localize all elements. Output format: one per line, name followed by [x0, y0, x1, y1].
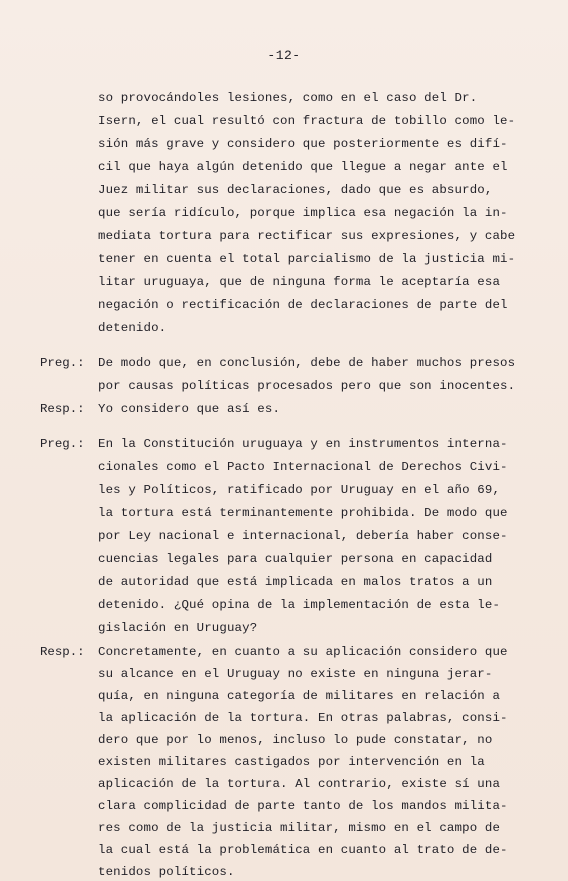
text-line: aplicación de la tortura. Al contrario, existe sí una — [98, 777, 501, 791]
text-line: cil que haya algún detenido que llegue a negar ante el — [98, 160, 508, 174]
text-line: tenidos políticos. — [98, 865, 235, 879]
text-line: clara complicidad de parte tanto de los mandos milita- — [98, 799, 508, 813]
text-line: mediata tortura para rectificar sus expresiones, y cabe — [98, 229, 516, 243]
text-line: detenido. — [98, 321, 167, 335]
text-line: detenido. ¿Qué opina de la implementación de esta le- — [98, 598, 501, 612]
text-line: que sería ridículo, porque implica esa negación la in- — [98, 206, 508, 220]
text-line: existen militares castigados por intervención en la — [98, 755, 485, 769]
text-line: su alcance en el Uruguay no existe en ninguna jerar- — [98, 667, 493, 681]
text-line: por causas políticas procesados pero que son inocentes. — [98, 379, 516, 393]
text-line: En la Constitución uruguaya y en instrumentos interna- — [98, 437, 508, 451]
text-line: Yo considero que así es. — [98, 402, 281, 416]
question-label: Preg.: — [40, 356, 85, 370]
text-line: la aplicación de la tortura. En otras palabras, consi- — [98, 711, 508, 725]
text-line: sión más grave y considero que posteriormente es difí- — [98, 137, 508, 151]
answer-label: Resp.: — [40, 402, 85, 416]
text-line: Concretamente, en cuanto a su aplicación considero que — [98, 645, 508, 659]
text-line: de autoridad que está implicada en malos tratos a un — [98, 575, 493, 589]
text-line: quía, en ninguna categoría de militares en relación a — [98, 689, 501, 703]
answer-label: Resp.: — [40, 645, 85, 659]
question-label: Preg.: — [40, 437, 85, 451]
text-line: negación o rectificación de declaraciones de parte del — [98, 298, 508, 312]
text-line: dero que por lo menos, incluso lo pude constatar, no — [98, 733, 493, 747]
text-line: Isern, el cual resultó con fractura de tobillo como le- — [98, 114, 516, 128]
text-line: les y Políticos, ratificado por Uruguay en el año 69, — [98, 483, 501, 497]
text-line: la tortura está terminantemente prohibida. De modo que — [98, 506, 508, 520]
text-line: la cual está la problemática en cuanto al trato de de- — [98, 843, 508, 857]
text-line: cuencias legales para cualquier persona en capacidad — [98, 552, 493, 566]
page-number: -12- — [267, 48, 301, 63]
text-line: litar uruguaya, que de ninguna forma le aceptaría esa — [98, 275, 501, 289]
text-line: cionales como el Pacto Internacional de Derechos Civi- — [98, 460, 508, 474]
text-line: tener en cuenta el total parcialismo de la justicia mi- — [98, 252, 516, 266]
text-line: gislación en Uruguay? — [98, 621, 258, 635]
text-line: so provocándoles lesiones, como en el caso del Dr. — [98, 91, 478, 105]
text-line: res como de la justicia militar, mismo en el campo de — [98, 821, 501, 835]
text-line: De modo que, en conclusión, debe de haber muchos presos — [98, 356, 516, 370]
text-line: por Ley nacional e internacional, debería haber conse- — [98, 529, 508, 543]
text-line: Juez militar sus declaraciones, dado que es absurdo, — [98, 183, 493, 197]
